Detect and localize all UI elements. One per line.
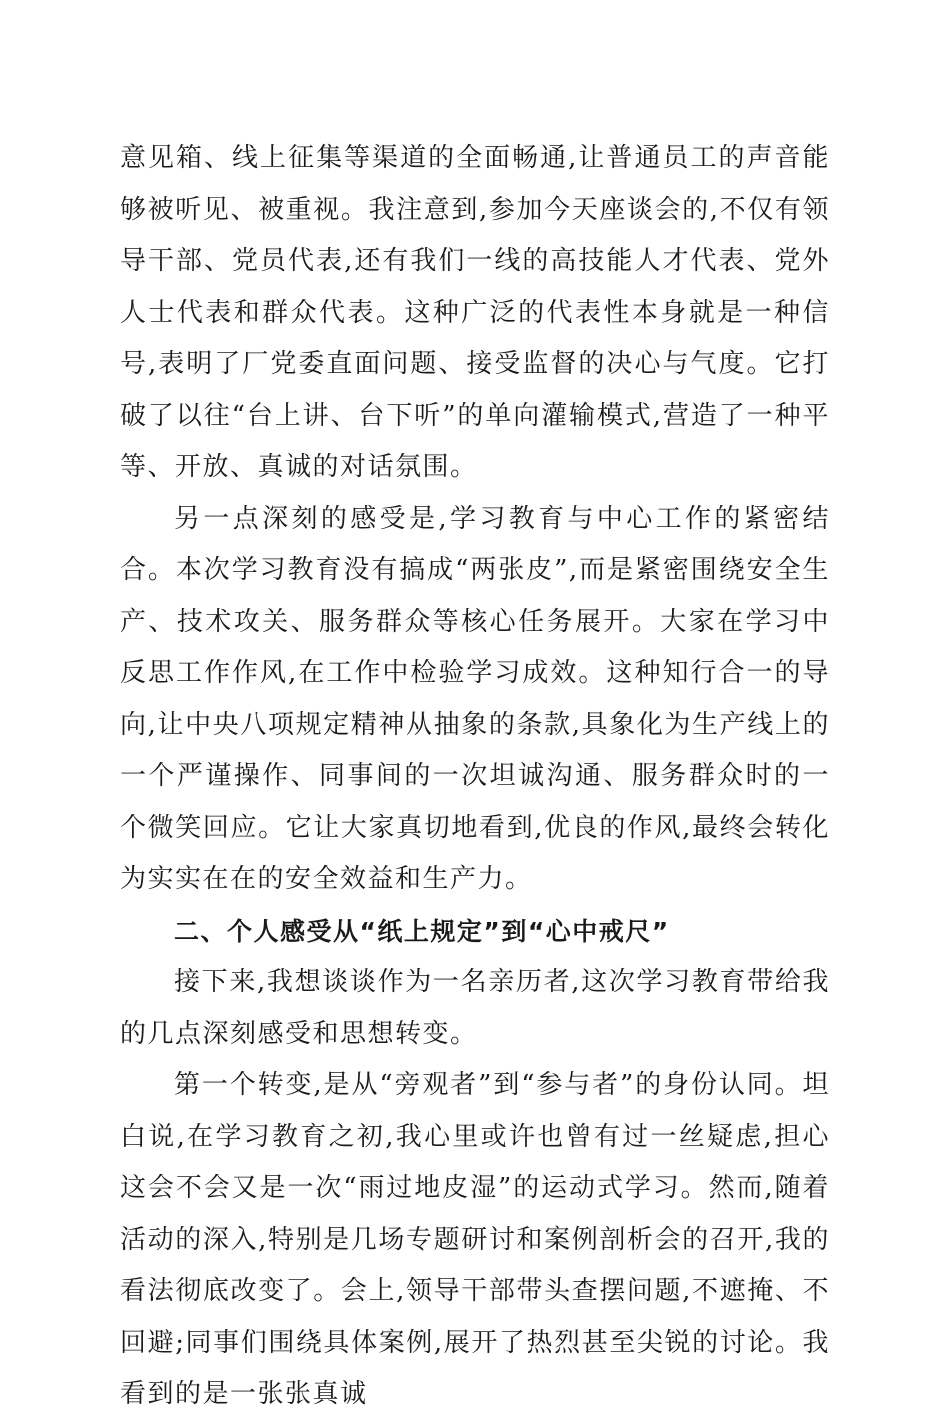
paragraph-intro-feelings: 接下来,我想谈谈作为一名亲历者,这次学习教育带给我的几点深刻感受和思想转变。 [120,967,830,1049]
paragraph-first-change: 第一个转变,是从“旁观者”到“参与者”的身份认同。坦白说,在学习教育之初,我心里或许也曾有过一丝疑虑,担心这会不会又是一次“雨过地皮湿”的运动式学习。然而,随着活动的深入,特别是几场专题研讨和案例剖析会的召开,我的看法彻底改变了。会上,领导干部带头查摆问题,不遮掩、不回避;同事们围绕具体案例,展开了热烈甚至尖锐的讨论。我看到的是一张张真诚 [120,1070,830,1409]
document-body [120,133,830,1421]
paragraph-continuation: 意见箱、线上征集等渠道的全面畅通,让普通员工的声音能够被听见、被重视。我注意到,参加今天座谈会的,不仅有领导干部、党员代表,还有我们一线的高技能人才代表、党外人士代表和群众代表。这种广泛的代表性本身就是一种信号,表明了厂党委直面问题、接受监督的决心与气度。它打破了以往“台上讲、台下听”的单向灌输模式,营造了一种平等、开放、真诚的对话氛围。 [120,143,830,482]
section-heading: 二、个人感受从“纸上规定”到“心中戒尺” [174,916,670,946]
paragraph-work-integration: 另一点深刻的感受是,学习教育与中心工作的紧密结合。本次学习教育没有搞成“两张皮”,而是紧密围绕安全生产、技术攻关、服务群众等核心任务展开。大家在学习中反思工作作风,在工作中检验学习成效。这种知行合一的导向,让中央八项规定精神从抽象的条款,具象化为生产线上的一个严谨操作、同事间的一次坦诚沟通、服务群众时的一个微笑回应。它让大家真切地看到,优良的作风,最终会转化为实实在在的安全效益和生产力。 [120,503,830,894]
